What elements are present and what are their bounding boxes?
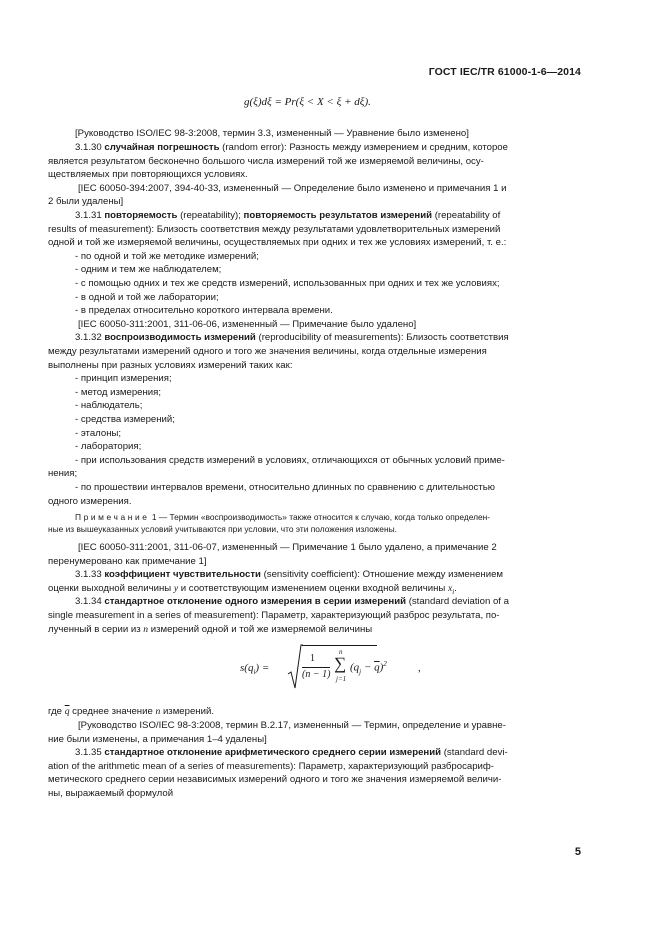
term-3-1-35-line3: метического среднего серии независимых измерений одного и того же значения измеряемой величи- — [48, 774, 502, 786]
term-3-1-32-line1 — [48, 331, 582, 345]
term-title-alt: повторяемость результатов измерений — [243, 210, 433, 221]
term-3-1-33-line1 — [48, 568, 582, 582]
formula-term: $(q_j - \overline{q})^2$ — [350, 660, 387, 676]
term-title: стандартное отклонение одного измерения в серии измерений — [104, 596, 407, 608]
variable-x: x — [447, 582, 453, 594]
text-span: среднее значение — [72, 706, 153, 717]
term-title: коэффициент чувствительности — [104, 569, 261, 581]
reference-3-1-32-line1: [IEC 60050-311:2001, 311-06-07, измененный — Примечание 1 было удалено, а примечание 2 — [78, 542, 497, 553]
subscript-i: i — [452, 587, 455, 596]
note-label: Примечание — [75, 512, 150, 522]
reference-3-1-32-line2: перенумеровано как примечание 1] — [48, 555, 207, 567]
list-item: - наблюдатель; — [75, 400, 143, 412]
list-item: - принцип измерения; — [75, 373, 172, 385]
variable-n: n — [155, 706, 161, 717]
note-line2: ные из вышеуказанных условий учитываются при условии, что эти положения изложены. — [48, 524, 397, 534]
list-item: - лаборатория; — [75, 441, 142, 453]
sqrt-sign-icon — [287, 644, 303, 690]
fraction-bar — [302, 667, 330, 668]
term-3-1-30-line2: является результатом бесконечно большого числа измерений той же измеряемой величины, осу- — [48, 155, 484, 167]
sum-upper-limit: n — [339, 648, 343, 656]
text-span: и соответствующим изменением оценки входной величины — [180, 582, 446, 594]
page-number: 5 — [574, 846, 581, 858]
term-text: (standard deviation of a — [408, 596, 509, 608]
std-deviation-formula — [240, 640, 430, 700]
term-3-1-31-line2: results of measurement): Близость соответствия между результатами удовлетворительных измерений — [48, 223, 501, 235]
term-3-1-35-line1 — [48, 746, 582, 760]
variable-y: y — [173, 582, 179, 594]
note-text: 1 — Термин «воспроизводимость» также относится к случаю, когда только определен- — [151, 512, 491, 522]
reference-3-1-30-line2: 2 были удалены] — [48, 196, 124, 208]
formula-lhs: $s(q_i)$ = — [240, 662, 270, 677]
term-3-1-30-line1 — [48, 141, 582, 155]
list-item: - одним и тем же наблюдателем; — [75, 264, 222, 276]
term-title: случайная погрешность — [104, 142, 220, 153]
list-item: - с помощью одних и тех же средств измерений, использованных при одних и тех же условиях; — [75, 278, 500, 289]
where-clause — [48, 705, 582, 719]
list-item-continuation: нения; — [48, 468, 78, 480]
term-number: 3.1.33 — [75, 569, 102, 581]
term-3-1-34-line2: single measurement in a series of measurement): Параметр, характеризующий разброс результата, по- — [48, 610, 500, 621]
reference-3-1-29: [Руководство ISO/IEC 98-3:2008, термин 3.3, измененный — Уравнение было изменено] — [75, 128, 469, 139]
term-text: (repeatability of — [434, 210, 501, 221]
term-text: (standard devi- — [443, 747, 508, 759]
variable-n: n — [143, 623, 149, 635]
term-number: 3.1.34 — [75, 596, 102, 608]
formula-comma: , — [418, 662, 421, 674]
list-item: - по одной и той же методике измерений; — [75, 250, 259, 262]
list-item: - эталоны; — [75, 427, 122, 439]
fraction-denominator: (n − 1) — [302, 669, 331, 680]
sum-lower-limit: j=1 — [336, 675, 347, 683]
term-text: (reproducibility of measurements): Близость соответствия — [258, 332, 509, 344]
term-text: (sensitivity coefficient): Отношение между изменением — [263, 569, 503, 581]
reference-3-1-34-line2: ние были изменены, а примечания 1–4 удалены] — [48, 733, 267, 745]
reference-3-1-31: [IEC 60050-311:2001, 311-06-06, измененный — Примечание было удалено] — [78, 318, 417, 330]
term-number: 3.1.30 — [75, 142, 102, 153]
term-3-1-34-line1 — [48, 595, 582, 609]
term-3-1-34-line3 — [48, 623, 582, 637]
reference-3-1-30-line1: [IEC 60050-394:2007, 394-40-33, измененный — Определение было изменено и примечания 1 и — [78, 182, 507, 194]
term-title: повторяемость — [104, 210, 178, 221]
text-span: измерений одной и той же измеряемой величины — [150, 623, 373, 635]
term-3-1-31-line1 — [48, 209, 582, 223]
term-3-1-35-line4: ны, выражаемый формулой — [48, 788, 174, 799]
sqrt-overbar — [302, 645, 377, 646]
sum-sign-icon: ∑ — [334, 654, 347, 673]
term-3-1-32-line2: между результатами измерений одного и того же значения величины, когда отдельные измерения — [48, 346, 487, 357]
term-3-1-35-line2: ation of the arithmetic mean of a series of measurements): Параметр, характеризующий разбросариф- — [48, 760, 495, 772]
term-3-1-31-line3: одной и той же измеряемой величины, осуществляемых при одних и тех же условиях измерений, т. е.: — [48, 237, 507, 249]
term-number: 3.1.35 — [75, 747, 102, 759]
list-item: - по прошествии интервалов времени, относительно длинных по сравнению с длительностью — [75, 482, 495, 493]
list-item: - метод измерения; — [75, 386, 162, 398]
fraction-numerator: 1 — [310, 653, 315, 664]
text-span: оценки выходной величины — [48, 582, 172, 594]
text-span: где — [48, 706, 63, 717]
list-item: - средства измерений; — [75, 414, 175, 425]
term-3-1-30-line3: ществляемых при повторяющихся условиях. — [48, 169, 248, 181]
text-span: измерений. — [162, 706, 214, 717]
note-line1 — [48, 511, 582, 523]
term-text: (random error): Разность между измерением и средним, которое — [222, 142, 508, 153]
term-title: стандартное отклонение арифметического среднего серии измерений — [104, 747, 442, 759]
list-item: - в одной и той же лаборатории; — [75, 291, 219, 303]
probability-formula: g(ξ)dξ = Pr(ξ < X < ξ + dξ). — [244, 96, 371, 108]
term-english: (repeatability); — [180, 210, 241, 221]
list-item: - в пределах относительно короткого интервала времени. — [75, 305, 333, 317]
term-3-1-32-line3: выполнены при разных условиях измерений таких как: — [48, 359, 293, 371]
list-item: - при использования средств измерений в условиях, отличающихся от обычных условий приме- — [75, 454, 505, 466]
document-header: ГОСТ IEC/TR 61000-1-6—2014 — [428, 66, 581, 78]
term-title: воспроизводимость измерений — [104, 332, 256, 344]
text-span: . — [454, 582, 457, 594]
term-number: 3.1.31 — [75, 210, 102, 221]
variable-q-bar: $\overline{q}$ — [64, 706, 70, 717]
reference-3-1-34-line1: [Руководство ISO/IEC 98-3:2008, термин В.2.17, измененный — Термин, определение и уравне- — [78, 720, 506, 731]
term-number: 3.1.32 — [75, 332, 102, 344]
list-item-continuation: одного измерения. — [48, 495, 132, 507]
text-span: лученный в серии из — [48, 623, 141, 635]
